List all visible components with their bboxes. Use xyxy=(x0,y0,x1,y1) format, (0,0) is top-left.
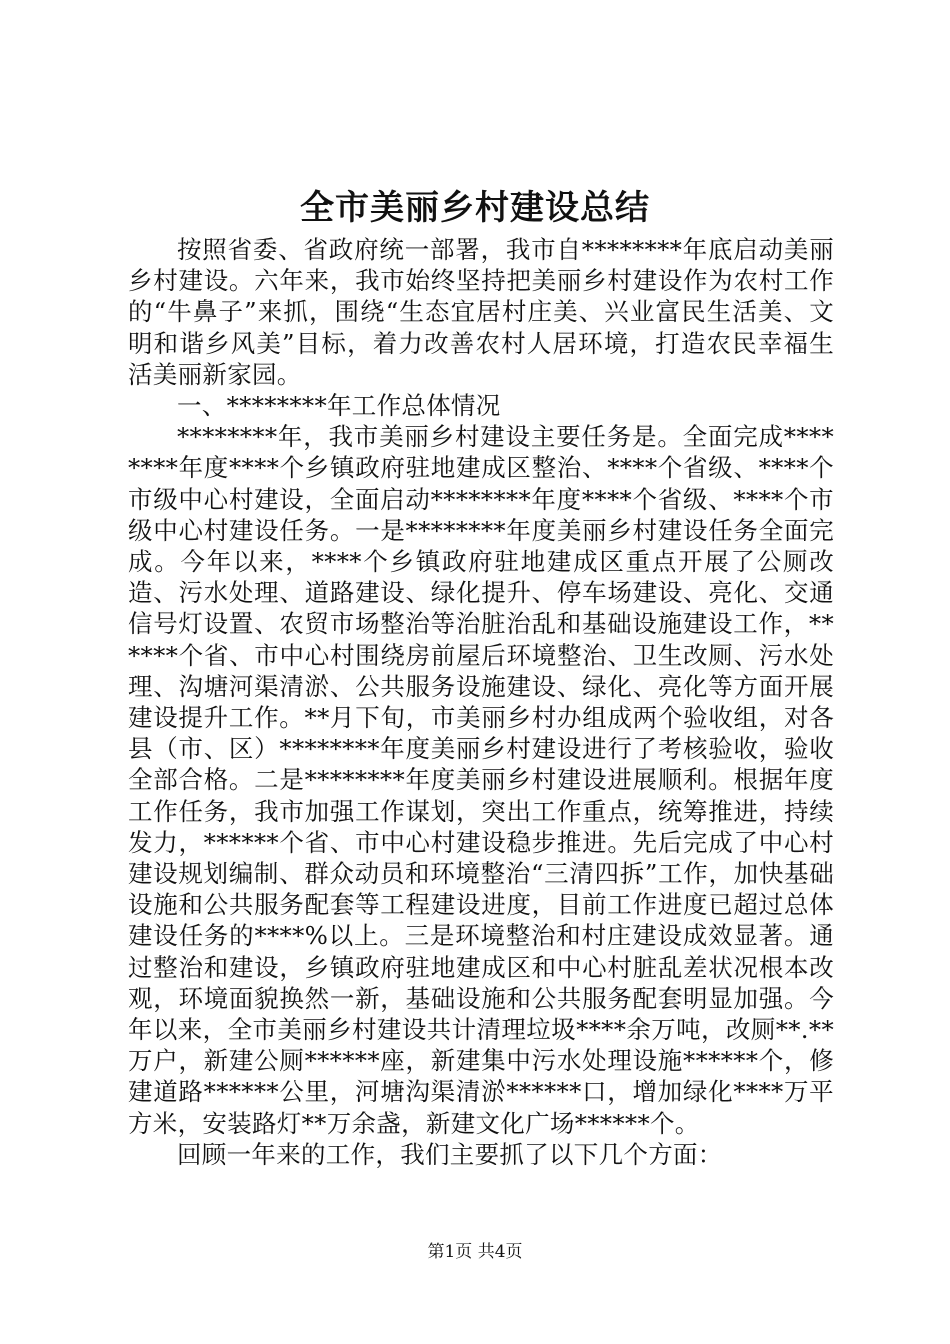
document-title: 全市美丽乡村建设总结 xyxy=(300,188,650,228)
paragraph-overview: ********年，我市美丽乡村建设主要任务是。全面完成********年度****个乡镇政府驻地建成区整治、****个省级、****个市级中心村建设，全面启动********年度****个省级、****个市级中心村建设任务。一是********年度美丽乡村建设任务全面完成。今年以来，****个乡镇政府驻地建成区重点开展了公厕改造、污水处理、道路建设、绿化提升、停车场建设、亮化、交通信号灯设置、农贸市场整治等治脏治乱和基础设施建设工作，******个省、市中心村围绕房前屋后环境整治、卫生改厕、污水处理、沟塘河渠清淤、公共服务设施建设、绿化、亮化等方面开展建设提升工作。**月下旬，市美丽乡村办组成两个验收组，对各县（市、区）********年度美丽乡村建设进行了考核验收，验收全部合格。二是********年度美丽乡村建设进展顺利。根据年度工作任务，我市加强工作谋划，突出工作重点，统筹推进，持续发力，******个省、市中心村建设稳步推进。先后完成了中心村建设规划编制、群众动员和环境整治“三清四拆”工作，加快基础设施和公共服务配套等工程建设进度，目前工作进度已超过总体建设任务的****%以上。三是环境整治和村庄建设成效显著。通过整治和建设，乡镇政府驻地建成区和中心村脏乱差状况根本改观，环境面貌换然一新，基础设施和公共服务配套明显加强。今年以来，全市美丽乡村建设共计清理垃圾****余万吨，改厕**.**万户，新建公厕******座，新建集中污水处理设施******个，修建道路******公里，河塘沟渠清淤******口，增加绿化****万平方米，安装路灯**万余盏，新建文化广场******个。 xyxy=(128,422,834,1138)
document-body xyxy=(128,234,834,1170)
page-number: 第1页 共4页 xyxy=(427,1242,523,1262)
paragraph-review: 回顾一年来的工作，我们主要抓了以下几个方面： xyxy=(177,1139,723,1169)
section-heading: 一、********年工作总体情况 xyxy=(177,391,501,421)
paragraph-intro: 按照省委、省政府统一部署，我市自********年底启动美丽乡村建设。六年来，我市始终坚持把美丽乡村建设作为农村工作的“牛鼻子”来抓，围绕“生态宜居村庄美、兴业富民生活美、文明和谐乡风美”目标，着力改善农村人居环境，打造农民幸福生活美丽新家园。 xyxy=(128,235,834,389)
